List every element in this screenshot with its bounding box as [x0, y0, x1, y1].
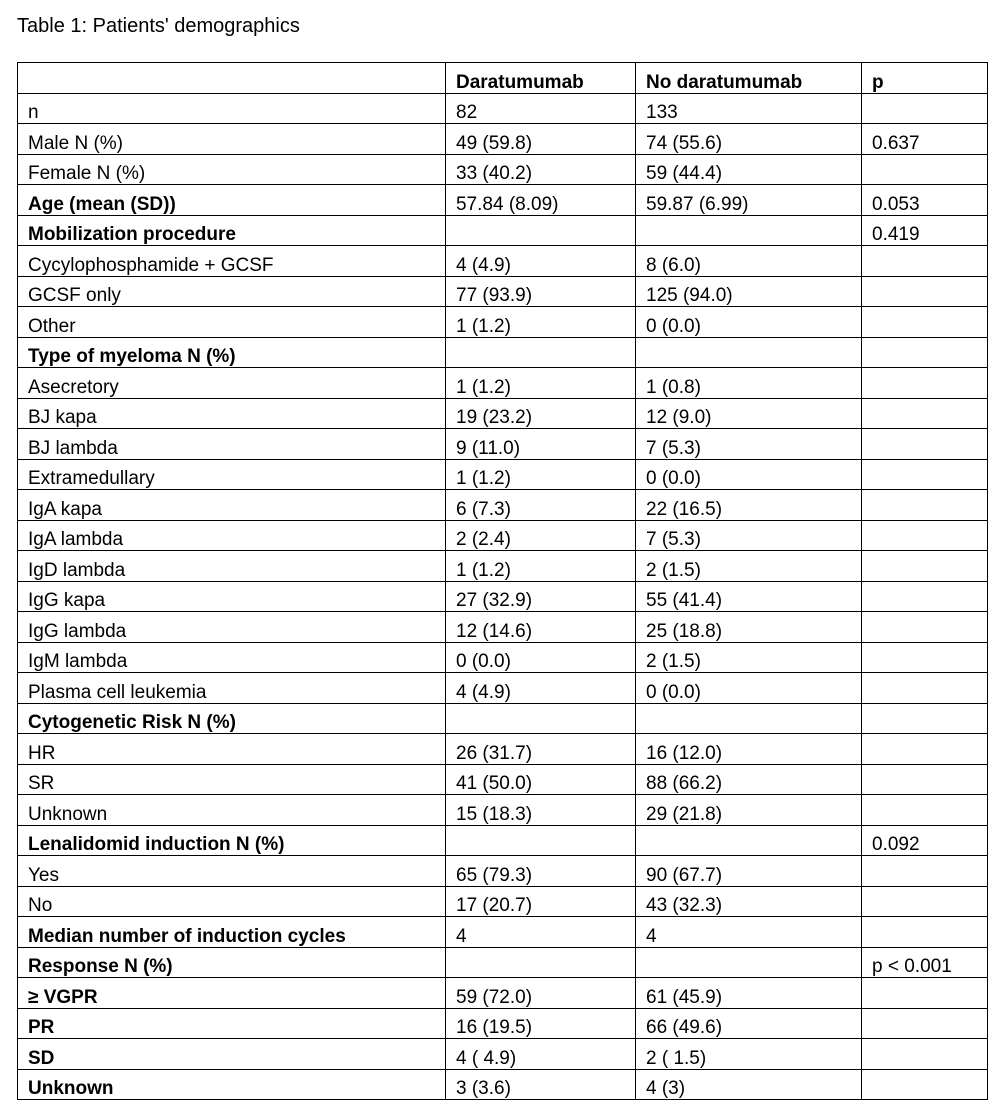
- daratumumab-value-cell: 82: [446, 93, 636, 124]
- no-daratumumab-value-cell: 61 (45.9): [636, 978, 862, 1009]
- no-daratumumab-value-cell: 55 (41.4): [636, 581, 862, 612]
- no-daratumumab-value-cell: 22 (16.5): [636, 490, 862, 521]
- daratumumab-value-cell: 16 (19.5): [446, 1008, 636, 1039]
- no-daratumumab-value-cell: 0 (0.0): [636, 459, 862, 490]
- daratumumab-value-cell: 65 (79.3): [446, 856, 636, 887]
- row-label-cell: IgA lambda: [18, 520, 446, 551]
- p-value-cell: [862, 1008, 988, 1039]
- no-daratumumab-value-cell: 88 (66.2): [636, 764, 862, 795]
- row-label-cell: Male N (%): [18, 124, 446, 155]
- p-value-cell: [862, 795, 988, 826]
- row-label-cell: SD: [18, 1039, 446, 1070]
- p-value-cell: [862, 917, 988, 948]
- row-label-cell: Cycylophosphamide + GCSF: [18, 246, 446, 277]
- p-value-cell: [862, 581, 988, 612]
- row-label-cell: ≥ VGPR: [18, 978, 446, 1009]
- p-value-cell: [862, 764, 988, 795]
- daratumumab-value-cell: 4 ( 4.9): [446, 1039, 636, 1070]
- daratumumab-value-cell: 33 (40.2): [446, 154, 636, 185]
- p-value-cell: 0.092: [862, 825, 988, 856]
- no-daratumumab-value-cell: [636, 337, 862, 368]
- row-label-cell: Plasma cell leukemia: [18, 673, 446, 704]
- table-row: [18, 368, 988, 399]
- daratumumab-value-cell: 17 (20.7): [446, 886, 636, 917]
- no-daratumumab-value-cell: 2 ( 1.5): [636, 1039, 862, 1070]
- table-row: [18, 978, 988, 1009]
- no-daratumumab-value-cell: 2 (1.5): [636, 642, 862, 673]
- p-value-cell: [862, 93, 988, 124]
- table-row: [18, 947, 988, 978]
- row-label-cell: Age (mean (SD)): [18, 185, 446, 216]
- row-label-cell: Cytogenetic Risk N (%): [18, 703, 446, 734]
- daratumumab-value-cell: 0 (0.0): [446, 642, 636, 673]
- header-row: [18, 63, 988, 94]
- daratumumab-value-cell: 4 (4.9): [446, 673, 636, 704]
- p-value-cell: [862, 551, 988, 582]
- daratumumab-value-cell: 9 (11.0): [446, 429, 636, 460]
- no-daratumumab-value-cell: 125 (94.0): [636, 276, 862, 307]
- no-daratumumab-value-cell: 59.87 (6.99): [636, 185, 862, 216]
- daratumumab-value-cell: 12 (14.6): [446, 612, 636, 643]
- p-value-cell: [862, 703, 988, 734]
- no-daratumumab-value-cell: 0 (0.0): [636, 307, 862, 338]
- no-daratumumab-value-cell: 66 (49.6): [636, 1008, 862, 1039]
- table-row: [18, 246, 988, 277]
- row-label-cell: IgM lambda: [18, 642, 446, 673]
- no-daratumumab-value-cell: 0 (0.0): [636, 673, 862, 704]
- row-label-cell: Response N (%): [18, 947, 446, 978]
- row-label-cell: Mobilization procedure: [18, 215, 446, 246]
- demographics-table: [17, 62, 988, 1100]
- row-label-cell: GCSF only: [18, 276, 446, 307]
- no-daratumumab-value-cell: 7 (5.3): [636, 520, 862, 551]
- p-value-cell: [862, 276, 988, 307]
- p-value-cell: [862, 673, 988, 704]
- no-daratumumab-value-cell: 74 (55.6): [636, 124, 862, 155]
- row-label-cell: No: [18, 886, 446, 917]
- no-daratumumab-value-cell: 1 (0.8): [636, 368, 862, 399]
- p-value-cell: [862, 246, 988, 277]
- no-daratumumab-value-cell: [636, 703, 862, 734]
- row-label-cell: n: [18, 93, 446, 124]
- row-label-cell: HR: [18, 734, 446, 765]
- table-row: [18, 551, 988, 582]
- p-value-cell: [862, 490, 988, 521]
- row-label-cell: PR: [18, 1008, 446, 1039]
- table-row: [18, 825, 988, 856]
- p-value-cell: [862, 1069, 988, 1100]
- no-daratumumab-value-cell: 4: [636, 917, 862, 948]
- table-row: [18, 124, 988, 155]
- table-row: [18, 642, 988, 673]
- daratumumab-value-cell: 4 (4.9): [446, 246, 636, 277]
- no-daratumumab-value-cell: 43 (32.3): [636, 886, 862, 917]
- daratumumab-value-cell: 3 (3.6): [446, 1069, 636, 1100]
- row-label-cell: BJ lambda: [18, 429, 446, 460]
- table-row: [18, 1069, 988, 1100]
- p-value-cell: [862, 154, 988, 185]
- row-label-cell: Type of myeloma N (%): [18, 337, 446, 368]
- header-cell-no-daratumumab: No daratumumab: [636, 63, 862, 94]
- row-label-cell: Yes: [18, 856, 446, 887]
- p-value-cell: [862, 368, 988, 399]
- table-row: [18, 795, 988, 826]
- daratumumab-value-cell: [446, 947, 636, 978]
- table-row: [18, 703, 988, 734]
- header-cell-p: p: [862, 63, 988, 94]
- row-label-cell: Female N (%): [18, 154, 446, 185]
- no-daratumumab-value-cell: 12 (9.0): [636, 398, 862, 429]
- no-daratumumab-value-cell: [636, 947, 862, 978]
- daratumumab-value-cell: [446, 825, 636, 856]
- p-value-cell: [862, 612, 988, 643]
- p-value-cell: 0.637: [862, 124, 988, 155]
- row-label-cell: IgD lambda: [18, 551, 446, 582]
- p-value-cell: [862, 429, 988, 460]
- row-label-cell: SR: [18, 764, 446, 795]
- p-value-cell: [862, 398, 988, 429]
- p-value-cell: [862, 886, 988, 917]
- p-value-cell: [862, 978, 988, 1009]
- table-row: [18, 1008, 988, 1039]
- table-row: [18, 154, 988, 185]
- p-value-cell: [862, 1039, 988, 1070]
- row-label-cell: BJ kapa: [18, 398, 446, 429]
- row-label-cell: Extramedullary: [18, 459, 446, 490]
- p-value-cell: 0.419: [862, 215, 988, 246]
- daratumumab-value-cell: 26 (31.7): [446, 734, 636, 765]
- daratumumab-value-cell: 1 (1.2): [446, 368, 636, 399]
- table-row: [18, 215, 988, 246]
- daratumumab-value-cell: 1 (1.2): [446, 551, 636, 582]
- p-value-cell: [862, 307, 988, 338]
- no-daratumumab-value-cell: 25 (18.8): [636, 612, 862, 643]
- no-daratumumab-value-cell: 2 (1.5): [636, 551, 862, 582]
- table-row: [18, 673, 988, 704]
- daratumumab-value-cell: 59 (72.0): [446, 978, 636, 1009]
- daratumumab-value-cell: [446, 703, 636, 734]
- no-daratumumab-value-cell: 59 (44.4): [636, 154, 862, 185]
- row-label-cell: Other: [18, 307, 446, 338]
- row-label-cell: Unknown: [18, 795, 446, 826]
- row-label-cell: Asecretory: [18, 368, 446, 399]
- daratumumab-value-cell: 1 (1.2): [446, 459, 636, 490]
- daratumumab-value-cell: 1 (1.2): [446, 307, 636, 338]
- row-label-cell: IgG lambda: [18, 612, 446, 643]
- no-daratumumab-value-cell: [636, 825, 862, 856]
- table-row: [18, 276, 988, 307]
- table-row: [18, 856, 988, 887]
- table-row: [18, 93, 988, 124]
- p-value-cell: [862, 520, 988, 551]
- p-value-cell: [862, 642, 988, 673]
- row-label-cell: Unknown: [18, 1069, 446, 1100]
- daratumumab-value-cell: 41 (50.0): [446, 764, 636, 795]
- daratumumab-value-cell: 27 (32.9): [446, 581, 636, 612]
- table-row: [18, 612, 988, 643]
- daratumumab-value-cell: 19 (23.2): [446, 398, 636, 429]
- daratumumab-value-cell: 49 (59.8): [446, 124, 636, 155]
- p-value-cell: 0.053: [862, 185, 988, 216]
- table-row: [18, 185, 988, 216]
- no-daratumumab-value-cell: [636, 215, 862, 246]
- no-daratumumab-value-cell: 29 (21.8): [636, 795, 862, 826]
- row-label-cell: Lenalidomid induction N (%): [18, 825, 446, 856]
- table-row: [18, 307, 988, 338]
- row-label-cell: Median number of induction cycles: [18, 917, 446, 948]
- no-daratumumab-value-cell: 8 (6.0): [636, 246, 862, 277]
- p-value-cell: p < 0.001: [862, 947, 988, 978]
- daratumumab-value-cell: [446, 215, 636, 246]
- daratumumab-value-cell: 77 (93.9): [446, 276, 636, 307]
- table-row: [18, 734, 988, 765]
- no-daratumumab-value-cell: 90 (67.7): [636, 856, 862, 887]
- p-value-cell: [862, 856, 988, 887]
- table-row: [18, 581, 988, 612]
- daratumumab-value-cell: 15 (18.3): [446, 795, 636, 826]
- no-daratumumab-value-cell: 133: [636, 93, 862, 124]
- table-row: [18, 398, 988, 429]
- table-row: [18, 1039, 988, 1070]
- table-row: [18, 520, 988, 551]
- header-cell-daratumumab: Daratumumab: [446, 63, 636, 94]
- no-daratumumab-value-cell: 7 (5.3): [636, 429, 862, 460]
- table-row: [18, 764, 988, 795]
- daratumumab-value-cell: 2 (2.4): [446, 520, 636, 551]
- table-row: [18, 490, 988, 521]
- row-label-cell: IgG kapa: [18, 581, 446, 612]
- table-caption: Table 1: Patients' demographics: [17, 15, 300, 37]
- table-row: [18, 886, 988, 917]
- table-body: [18, 93, 988, 1100]
- daratumumab-value-cell: [446, 337, 636, 368]
- p-value-cell: [862, 734, 988, 765]
- daratumumab-value-cell: 57.84 (8.09): [446, 185, 636, 216]
- daratumumab-value-cell: 4: [446, 917, 636, 948]
- daratumumab-value-cell: 6 (7.3): [446, 490, 636, 521]
- table-row: [18, 429, 988, 460]
- row-label-cell: IgA kapa: [18, 490, 446, 521]
- table-row: [18, 337, 988, 368]
- header-cell-label: [18, 63, 446, 94]
- p-value-cell: [862, 337, 988, 368]
- p-value-cell: [862, 459, 988, 490]
- table-row: [18, 917, 988, 948]
- no-daratumumab-value-cell: 4 (3): [636, 1069, 862, 1100]
- table-row: [18, 459, 988, 490]
- no-daratumumab-value-cell: 16 (12.0): [636, 734, 862, 765]
